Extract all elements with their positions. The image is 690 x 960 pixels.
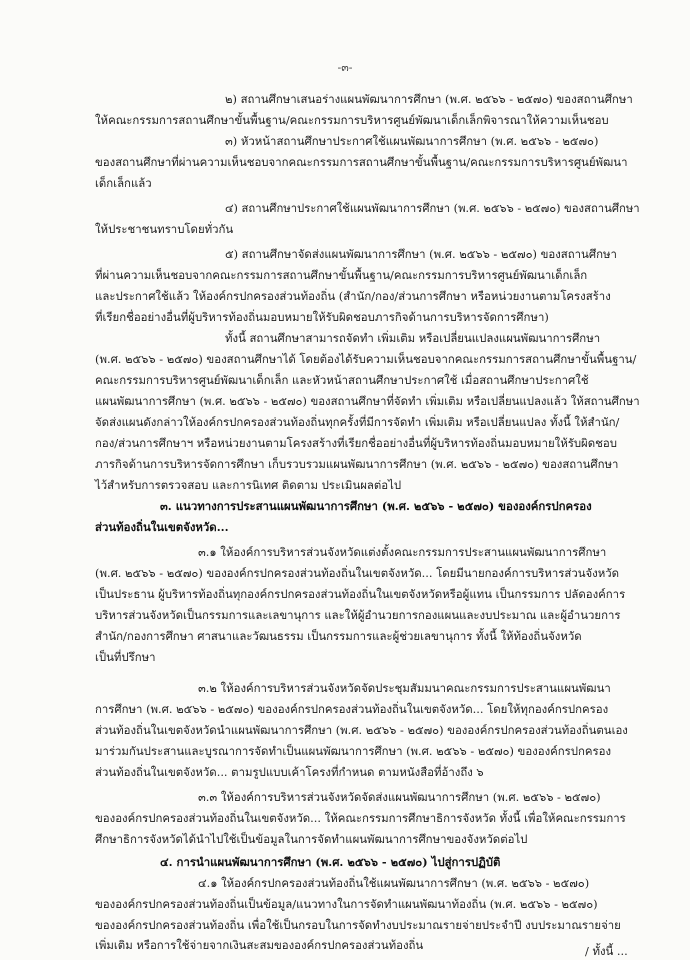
text-line: ศึกษาธิการจังหวัดได้นำไปใช้เป็นข้อมูลในการจัดทำแผนพัฒนาการศึกษาของจังหวัดต่อไป bbox=[95, 832, 528, 846]
text-line: (พ.ศ. ๒๕๖๖ - ๒๕๗๐) ขององค์กรปกครองส่วนท้องถิ่นในเขตจังหวัด... โดยมีนายกองค์การบริหารส่วนจังหวัด bbox=[95, 566, 620, 580]
text-line: จัดส่งแผนดังกล่าวให้องค์กรปกครองส่วนท้องถิ่นทุกครั้งที่มีการจัดทำ เพิ่มเติม หรือเปลี่ยนแปลง ทั้งนี้ ให้สำนัก/ bbox=[95, 415, 620, 429]
text-line: ของสถานศึกษาที่ผ่านความเห็นชอบจากคณะกรรมการสถานศึกษาขั้นพื้นฐาน/คณะกรรมการบริหารศูนย์พัฒนา bbox=[95, 155, 628, 169]
text-line: ที่เรียกชื่ออย่างอื่นที่ผู้บริหารท้องถิ่นมอบหมายให้รับผิดชอบภารกิจด้านการบริหารจัดการศึกษา) bbox=[95, 310, 549, 324]
text-line: สำนัก/กองการศึกษา ศาสนาและวัฒนธรรม เป็นกรรมการและผู้ช่วยเลขานุการ ทั้งนี้ ให้ท้องถิ่นจังหวัด bbox=[95, 629, 582, 643]
continuation-marker: / ทั้งนี้ ... bbox=[585, 944, 628, 958]
text-line: ส่วนท้องถิ่นในเขตจังหวัดนำแผนพัฒนาการศึกษา (พ.ศ. ๒๕๖๖ - ๒๕๗๐) ขององค์กรปกครองส่วนท้องถิ่นตนเอง bbox=[95, 723, 628, 737]
text-line: แผนพัฒนาการศึกษา (พ.ศ. ๒๕๖๖ - ๒๕๗๐) ของสถานศึกษาที่จัดทำ เพิ่มเติม หรือเปลี่ยนแปลงแล้ว ให้สถานศึกษา bbox=[95, 394, 640, 408]
text-line: มาร่วมกันประสานและบูรณาการจัดทำเป็นแผนพัฒนาการศึกษา (พ.ศ. ๒๕๖๖ - ๒๕๗๐) ขององค์กรปกครอง bbox=[95, 744, 612, 758]
text-line: เด็กเล็กแล้ว bbox=[95, 176, 152, 190]
text-line: ๒) สถานศึกษาเสนอร่างแผนพัฒนาการศึกษา (พ.ศ. ๒๕๖๖ - ๒๕๗๐) ของสถานศึกษา bbox=[225, 92, 633, 106]
text-line: บริหารส่วนจังหวัดเป็นกรรมการและเลขานุการ และให้ผู้อำนวยการกองแผนและงบประมาณ และผู้อำนวยการ bbox=[95, 608, 621, 622]
section-heading-continued: ส่วนท้องถิ่นในเขตจังหวัด... bbox=[95, 520, 229, 534]
text-line: และประกาศใช้แล้ว ให้องค์กรปกครองส่วนท้องถิ่น (สำนัก/กอง/ส่วนการศึกษา หรือหน่วยงานตามโครงสร้าง bbox=[95, 289, 611, 303]
text-line: ๔) สถานศึกษาประกาศใช้แผนพัฒนาการศึกษา (พ.ศ. ๒๕๖๖ - ๒๕๗๐) ของสถานศึกษา bbox=[225, 201, 640, 215]
text-line: ๓) หัวหน้าสถานศึกษาประกาศใช้แผนพัฒนาการศึกษา (พ.ศ. ๒๕๖๖ - ๒๕๗๐) bbox=[225, 134, 599, 148]
text-line: ๓.๓ ให้องค์การบริหารส่วนจังหวัดจัดส่งแผนพัฒนาการศึกษา (พ.ศ. ๒๕๖๖ - ๒๕๗๐) bbox=[198, 790, 601, 804]
text-line: ๕) สถานศึกษาจัดส่งแผนพัฒนาการศึกษา (พ.ศ. ๒๕๖๖ - ๒๕๗๐) ของสถานศึกษา bbox=[225, 247, 617, 261]
text-line: ขององค์กรปกครองส่วนท้องถิ่นในเขตจังหวัด... ให้คณะกรรมการศึกษาธิการจังหวัด ทั้งนี้ เพื่อให้คณะกรรมการ bbox=[95, 811, 626, 825]
text-line: เป็นประธาน ผู้บริหารท้องถิ่นทุกองค์กรปกครองส่วนท้องถิ่นในเขตจังหวัดหรือผู้แทน เป็นกรรมการ ปลัดองค์การ bbox=[95, 587, 626, 601]
text-line: ที่ผ่านความเห็นชอบจากคณะกรรมการสถานศึกษาขั้นพื้นฐาน/คณะกรรมการบริหารศูนย์พัฒนาเด็กเล็ก bbox=[95, 268, 588, 282]
text-line: ส่วนท้องถิ่นในเขตจังหวัด... ตามรูปแบบเค้าโครงที่กำหนด ตามหนังสือที่อ้างถึง ๖ bbox=[95, 765, 484, 779]
text-line: ให้คณะกรรมการสถานศึกษาขั้นพื้นฐาน/คณะกรรมการบริหารศูนย์พัฒนาเด็กเล็กพิจารณาให้ความเห็นชอบ bbox=[95, 113, 609, 127]
page-number: -๓- bbox=[337, 61, 353, 74]
text-line: ๔.๑ ให้องค์กรปกครองส่วนท้องถิ่นใช้แผนพัฒนาการศึกษา (พ.ศ. ๒๕๖๖ - ๒๕๗๐) bbox=[198, 876, 590, 890]
text-line: ขององค์กรปกครองส่วนท้องถิ่น เพื่อใช้เป็นกรอบในการจัดทำงบประมาณรายจ่ายประจำปี งบประมาณรายจ่าย bbox=[95, 918, 621, 932]
text-line: คณะกรรมการบริหารศูนย์พัฒนาเด็กเล็ก และหัวหน้าสถานศึกษาประกาศใช้ เมื่อสถานศึกษาประกาศใช้ bbox=[95, 373, 589, 387]
text-line: การศึกษา (พ.ศ. ๒๕๖๖ - ๒๕๗๐) ขององค์กรปกครองส่วนท้องถิ่นในเขตจังหวัด... โดยให้ทุกองค์กรปกครอง bbox=[95, 702, 609, 716]
text-line: ไว้สำหรับการตรวจสอบ และการนิเทศ ติดตาม ประเมินผลต่อไป bbox=[95, 478, 402, 492]
text-line: ๓.๑ ให้องค์การบริหารส่วนจังหวัดแต่งตั้งคณะกรรมการประสานแผนพัฒนาการศึกษา bbox=[198, 545, 607, 559]
section-heading: ๓. แนวทางการประสานแผนพัฒนาการศึกษา (พ.ศ. ๒๕๖๖ - ๒๕๗๐) ขององค์กรปกครอง bbox=[160, 499, 592, 513]
section-heading: ๔. การนำแผนพัฒนาการศึกษา (พ.ศ. ๒๕๖๖ - ๒๕๗๐) ไปสู่การปฏิบัติ bbox=[160, 855, 501, 869]
text-line: ให้ประชาชนทราบโดยทั่วกัน bbox=[95, 222, 234, 236]
text-line: ทั้งนี้ สถานศึกษาสามารถจัดทำ เพิ่มเติม หรือเปลี่ยนแปลงแผนพัฒนาการศึกษา bbox=[225, 331, 601, 345]
text-line: เพิ่มเติม หรือการใช้จ่ายจากเงินสะสมขององค์กรปกครองส่วนท้องถิ่น bbox=[95, 938, 424, 952]
text-line: เป็นที่ปรึกษา bbox=[95, 650, 156, 664]
text-line: กอง/ส่วนการศึกษาฯ หรือหน่วยงานตามโครงสร้างที่เรียกชื่ออย่างอื่นที่ผู้บริหารท้องถิ่นมอบหมายให้รับผิดชอบ bbox=[95, 436, 617, 450]
text-line: ขององค์กรปกครองส่วนท้องถิ่นเป็นข้อมูล/แนวทางในการจัดทำแผนพัฒนาท้องถิ่น (พ.ศ. ๒๕๖๖ - ๒๕๗๐) bbox=[95, 897, 598, 911]
text-line: (พ.ศ. ๒๕๖๖ - ๒๕๗๐) ของสถานศึกษาได้ โดยต้องได้รับความเห็นชอบจากคณะกรรมการสถานศึกษาขั้นพื้นฐาน/ bbox=[95, 352, 637, 366]
text-line: ๓.๒ ให้องค์การบริหารส่วนจังหวัดจัดประชุมสัมมนาคณะกรรมการประสานแผนพัฒนา bbox=[198, 681, 611, 695]
text-line: ภารกิจด้านการบริหารจัดการศึกษา เก็บรวบรวมแผนพัฒนาการศึกษา (พ.ศ. ๒๕๖๖ - ๒๕๗๐) ของสถานศึกษา bbox=[95, 457, 619, 471]
